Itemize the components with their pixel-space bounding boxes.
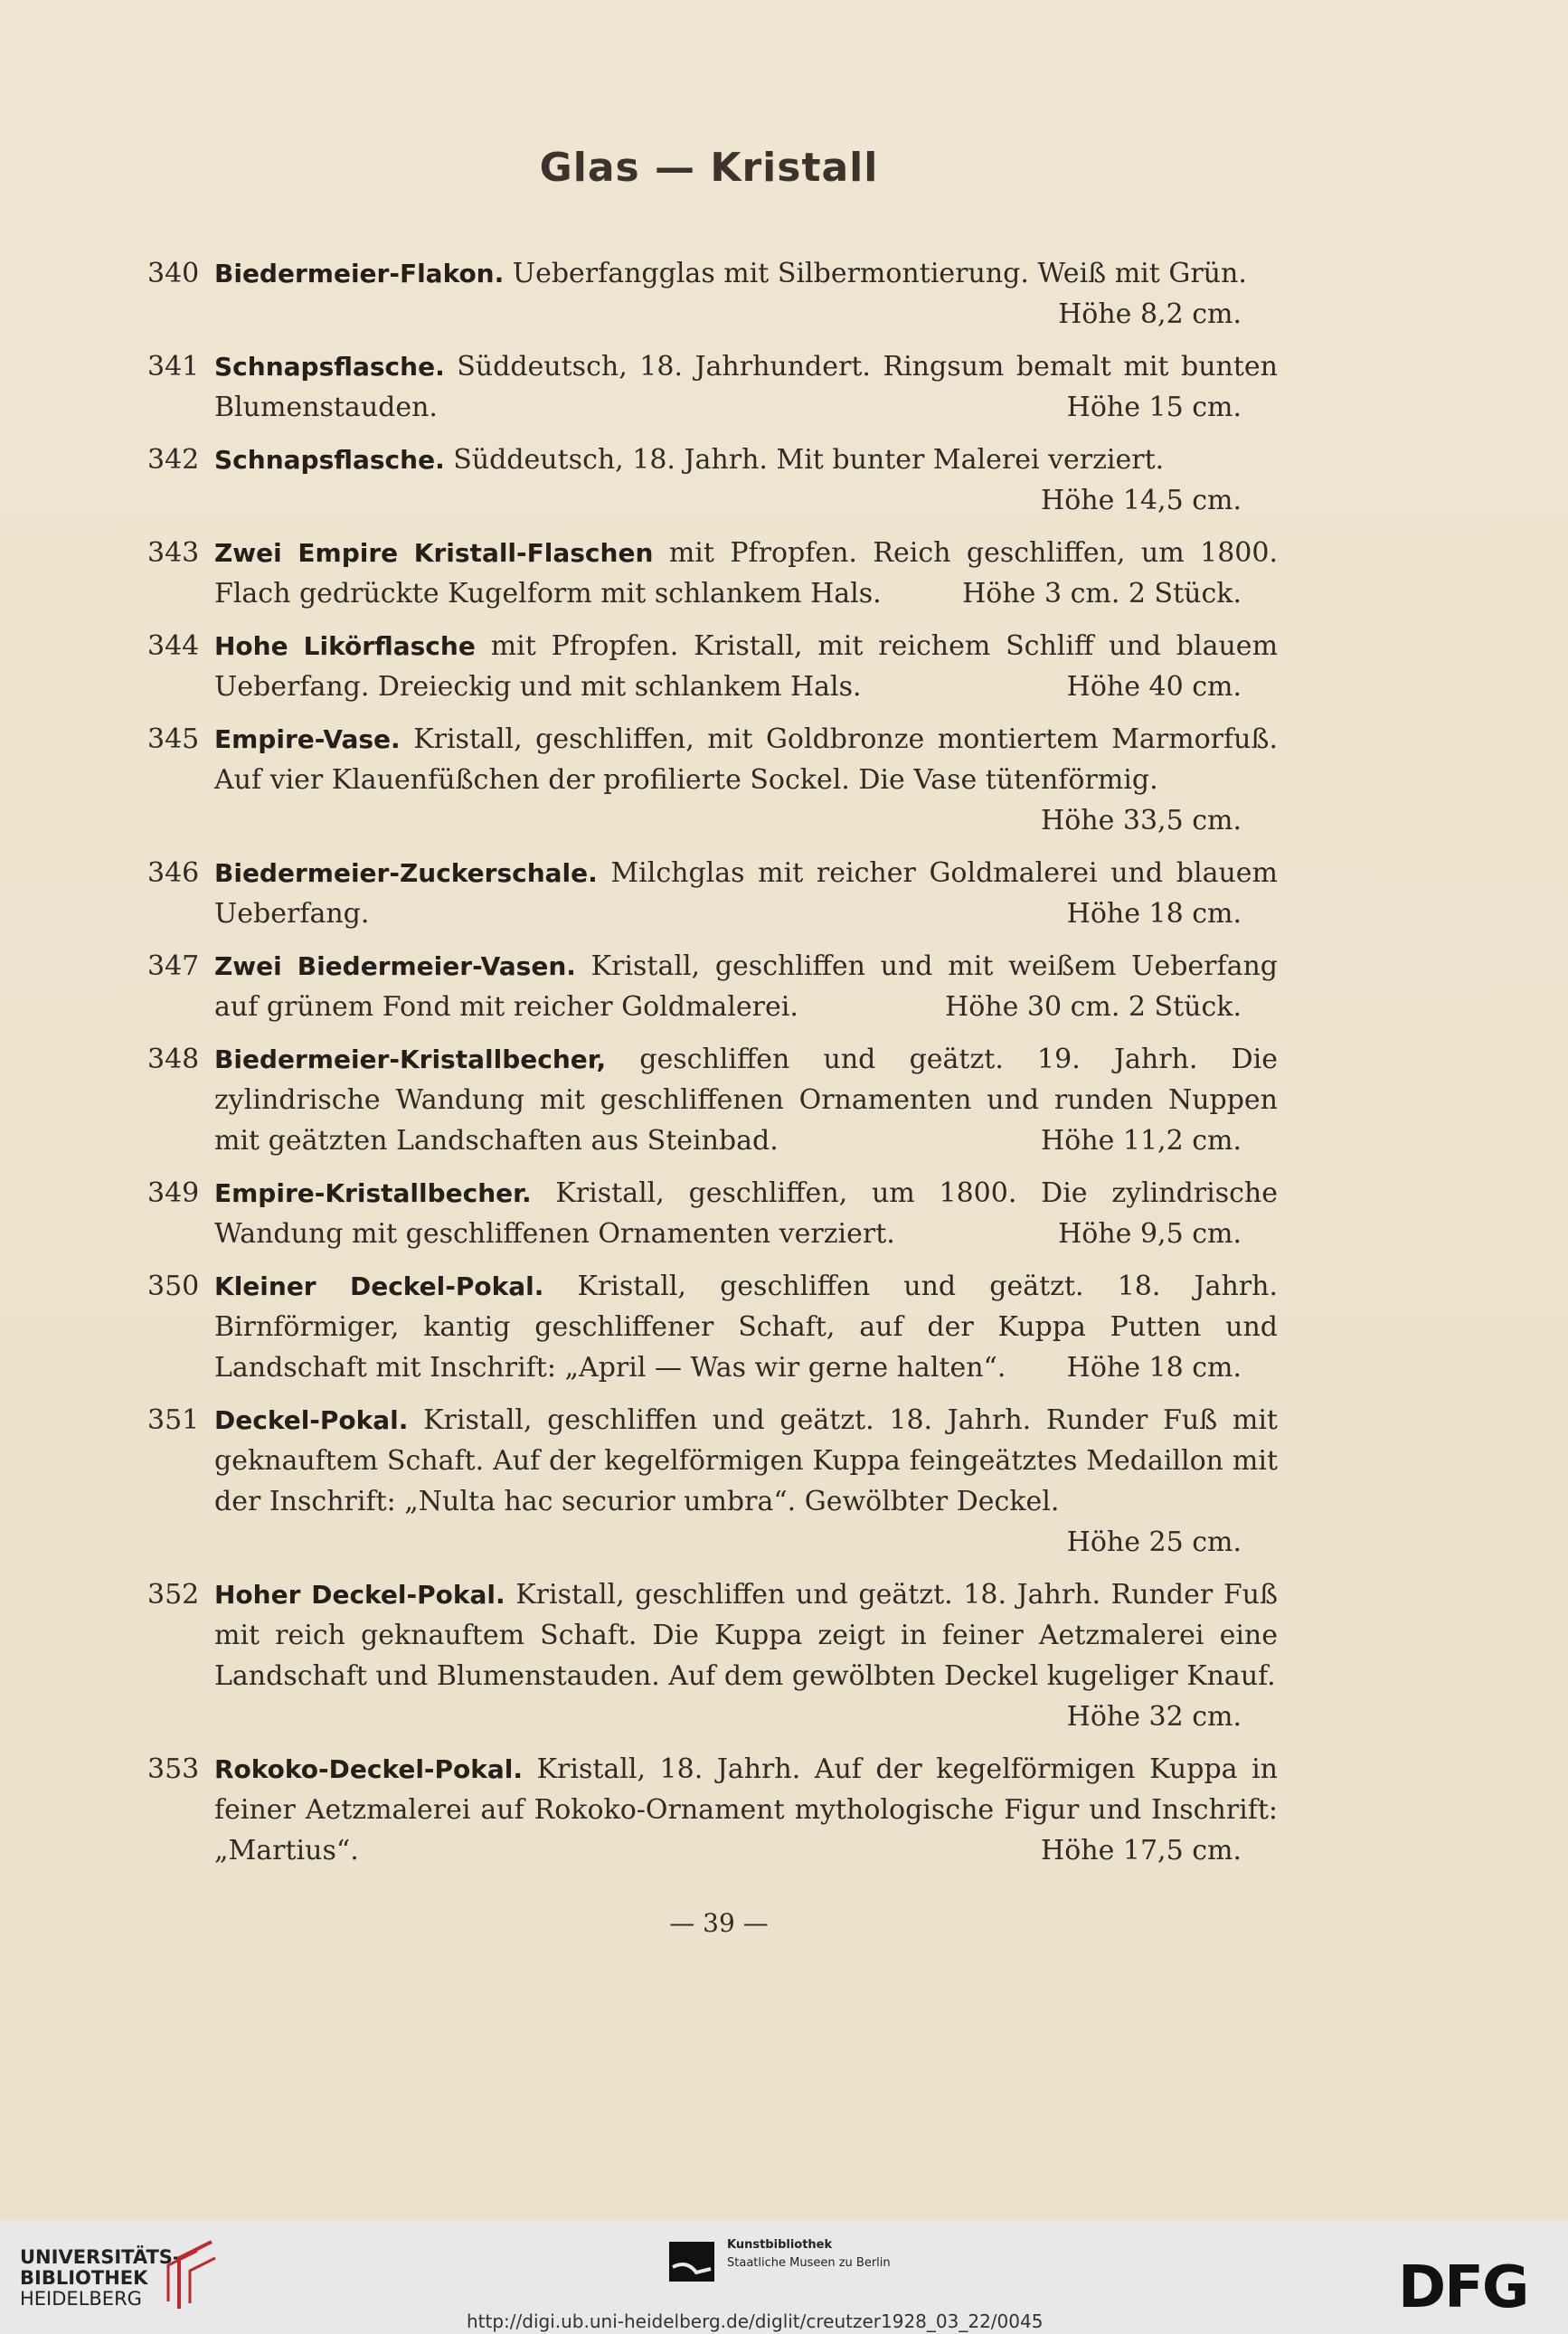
entry-dimensions: Höhe 17,5 cm. xyxy=(1041,1835,1242,1866)
ub-line-3: HEIDELBERG xyxy=(20,2288,142,2310)
entry-dimensions: Höhe 30 cm. 2 Stück. xyxy=(945,991,1242,1023)
catalog-entry xyxy=(147,1266,1278,1388)
entry-title: Zwei Empire Kristall-Flaschen xyxy=(214,538,654,568)
entry-number: 353 xyxy=(147,1753,200,1785)
catalog-entry xyxy=(147,1039,1278,1161)
kb-line-2: Staatliche Museen zu Berlin xyxy=(727,2256,891,2270)
entry-description: Kristall, geschliffen, mit Goldbronze montiertem Marmorfuß. Auf vier Klauenfüßchen der profilierte Sockel. Die Vase tütenförmig. xyxy=(214,723,1278,796)
ub-line-2: BIBLIOTHEK xyxy=(20,2267,148,2289)
entry-number: 342 xyxy=(147,444,200,476)
dfg-logo[interactable]: DFG xyxy=(1398,2254,1528,2321)
entry-description: Kristall, 18. Jahrh. Auf der kegelförmigen Kuppa in feiner Aetzmalerei auf Rokoko-Ornament mythologische Figur und Inschrift: „Martius“. xyxy=(214,1753,1278,1866)
catalog-entry xyxy=(147,346,1278,428)
entry-title: Empire-Vase. xyxy=(214,724,401,754)
entry-title: Biedermeier-Flakon. xyxy=(214,259,505,288)
catalog-entry xyxy=(147,533,1278,614)
entry-number: 349 xyxy=(147,1177,200,1209)
page-title: Glas — Kristall xyxy=(539,145,879,191)
entry-title: Hohe Likörflasche xyxy=(214,631,476,661)
entry-number: 340 xyxy=(147,258,200,289)
kunstbibliothek-logo-icon[interactable] xyxy=(669,2242,716,2287)
entry-number: 341 xyxy=(147,351,200,383)
catalog-entry xyxy=(147,719,1278,841)
entry-dimensions: Höhe 3 cm. 2 Stück. xyxy=(962,578,1242,609)
entry-dimensions: Höhe 15 cm. xyxy=(1066,392,1242,423)
catalog-entry xyxy=(147,253,1278,335)
entry-title: Kleiner Deckel-Pokal. xyxy=(214,1271,544,1301)
entry-description: Süddeutsch, 18. Jahrhundert. Ringsum bemalt mit bunten Blumenstauden. xyxy=(214,351,1278,423)
catalog-entries xyxy=(147,253,1278,1883)
entry-description: Ueberfangglas mit Silbermontierung. Weiß mit Grün. xyxy=(504,258,1247,289)
catalog-entry xyxy=(147,1574,1278,1737)
entry-number: 351 xyxy=(147,1404,200,1436)
kb-line-1: Kunstbibliothek xyxy=(727,2238,833,2252)
catalog-entry xyxy=(147,853,1278,934)
catalog-entry xyxy=(147,946,1278,1027)
entry-dimensions: Höhe 25 cm. xyxy=(1066,1526,1242,1558)
catalog-entry xyxy=(147,1173,1278,1254)
entry-description: Kristall, geschliffen und geätzt. 18. Jahrh. Runder Fuß mit geknauftem Schaft. Auf der kegelförmigen Kuppa feingeätztes Medaillon mit der Inschrift: „Nulta hac securior umbra“. Gewölbter Deckel. xyxy=(214,1404,1278,1517)
ub-logo-icon[interactable] xyxy=(161,2238,217,2310)
entry-dimensions: Höhe 9,5 cm. xyxy=(1058,1218,1242,1250)
entry-dimensions: Höhe 14,5 cm. xyxy=(1041,485,1242,516)
entry-dimensions: Höhe 18 cm. xyxy=(1066,898,1242,930)
entry-number: 344 xyxy=(147,630,200,662)
entry-description: Kristall, geschliffen, um 1800. Die zylindrische Wandung mit geschliffenen Ornamenten verziert. xyxy=(214,1177,1278,1250)
entry-number: 352 xyxy=(147,1579,200,1611)
entry-description: Kristall, geschliffen und geätzt. 18. Jahrh. Birnförmiger, kantig geschliffener Schaft, auf der Kuppa Putten und Landschaft mit Inschrift: „April — Was wir gerne halten“. xyxy=(214,1271,1279,1384)
entry-description: mit Pfropfen. Reich geschliffen, um 1800. Flach gedrückte Kugelform mit schlankem Hals. xyxy=(214,537,1278,609)
entry-number: 343 xyxy=(147,537,200,569)
permalink-url[interactable]: http://digi.ub.uni-heidelberg.de/diglit/creutzer1928_03_22/0045 xyxy=(467,2310,1044,2332)
catalog-entry xyxy=(147,1400,1278,1563)
entry-title: Rokoko-Deckel-Pokal. xyxy=(214,1754,524,1784)
entry-description: Kristall, geschliffen und mit weißem Ueberfang auf grünem Fond mit reicher Goldmalerei. xyxy=(214,950,1279,1023)
entry-number: 345 xyxy=(147,723,200,755)
entry-title: Biedermeier-Kristallbecher, xyxy=(214,1044,607,1074)
entry-title: Empire-Kristallbecher. xyxy=(214,1178,532,1208)
entry-number: 350 xyxy=(147,1271,200,1302)
entry-dimensions: Höhe 18 cm. xyxy=(1066,1352,1242,1384)
entry-title: Deckel-Pokal. xyxy=(214,1405,409,1435)
entry-title: Schnapsflasche. xyxy=(214,445,445,475)
entry-description: Süddeutsch, 18. Jahrh. Mit bunter Malerei verziert. xyxy=(444,444,1165,476)
entry-description: geschliffen und geätzt. 19. Jahrh. Die zylindrische Wandung mit geschliffenen Ornamenten und runden Nuppen mit geätzten Landschaften aus Steinbad. xyxy=(214,1044,1278,1157)
entry-dimensions: Höhe 11,2 cm. xyxy=(1041,1125,1242,1157)
catalog-entry xyxy=(147,1749,1278,1871)
entry-dimensions: Höhe 8,2 cm. xyxy=(1058,298,1242,330)
ub-line-1: UNIVERSITÄTS- xyxy=(20,2246,181,2268)
entry-title: Hoher Deckel-Pokal. xyxy=(214,1580,505,1610)
entry-title: Biedermeier-Zuckerschale. xyxy=(214,858,598,888)
kunstbibliothek-label[interactable] xyxy=(727,2236,891,2273)
entry-description: mit Pfropfen. Kristall, mit reichem Schliff und blauem Ueberfang. Dreieckig und mit schlankem Hals. xyxy=(214,630,1279,703)
entry-dimensions: Höhe 40 cm. xyxy=(1066,671,1242,703)
ub-heidelberg-label[interactable] xyxy=(20,2247,181,2310)
entry-number: 348 xyxy=(147,1044,200,1075)
entry-number: 346 xyxy=(147,857,200,889)
entry-description: Kristall, geschliffen und geätzt. 18. Jahrh. Runder Fuß mit reich geknauftem Schaft. Die Kuppa zeigt in feiner Aetzmalerei eine Landschaft und Blumenstauden. Auf dem gewölbten Deckel kugeliger Knauf. xyxy=(214,1579,1278,1692)
entry-description: Milchglas mit reicher Goldmalerei und blauem Ueberfang. xyxy=(214,857,1278,930)
entry-title: Schnapsflasche. xyxy=(214,352,445,382)
entry-title: Zwei Biedermeier-Vasen. xyxy=(214,951,576,981)
footer-bar xyxy=(0,2220,1568,2334)
catalog-entry xyxy=(147,439,1278,521)
catalog-entry xyxy=(147,626,1278,707)
entry-dimensions: Höhe 32 cm. xyxy=(1066,1701,1242,1733)
entry-number: 347 xyxy=(147,950,200,982)
entry-dimensions: Höhe 33,5 cm. xyxy=(1041,805,1242,836)
page-number: — 39 — xyxy=(669,1908,769,1938)
